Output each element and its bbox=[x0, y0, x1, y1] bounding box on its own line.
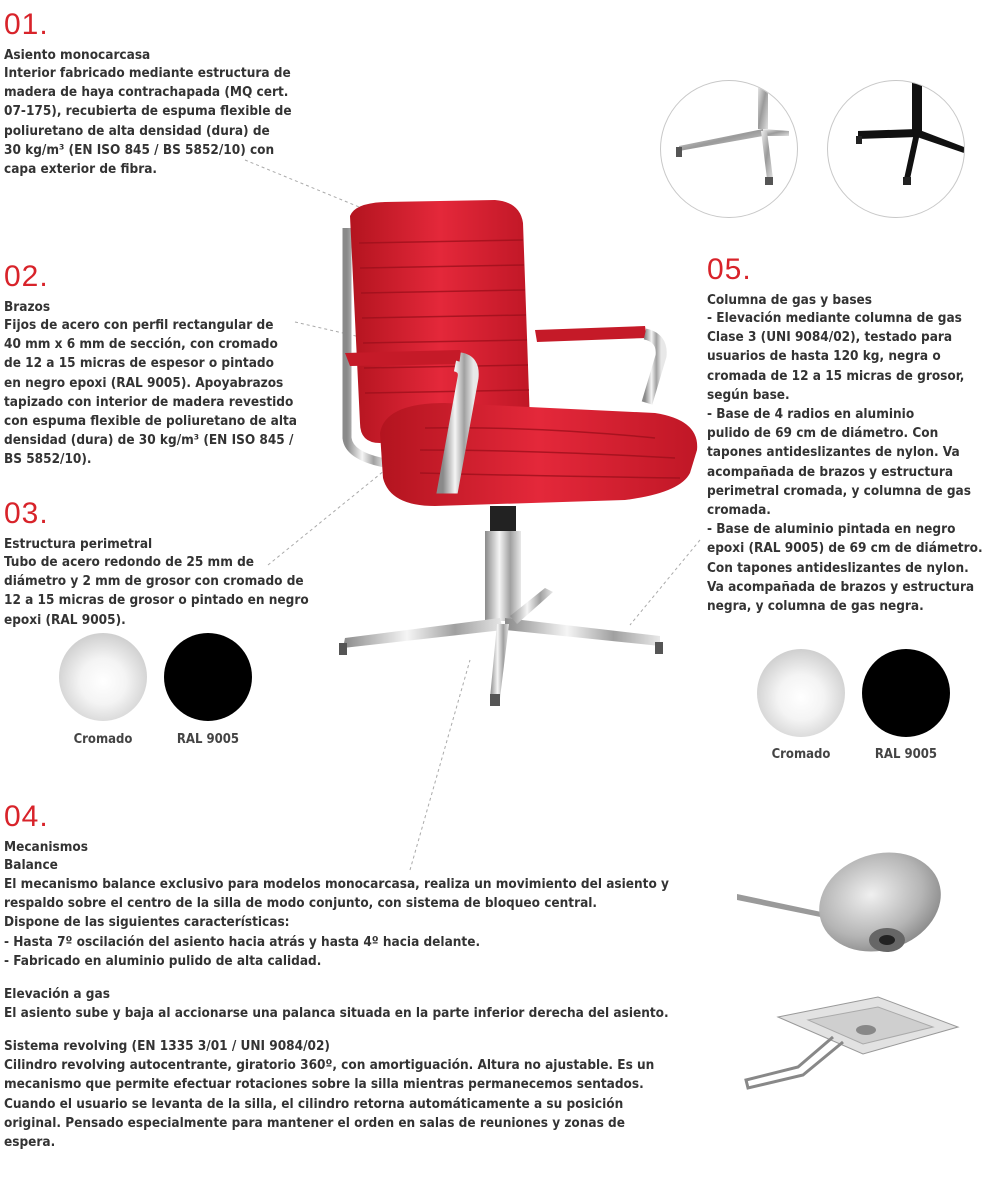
section-body: Tubo de acero redondo de 25 mm de diámetro y 2 mm de grosor con cromado de 12 a 15 micras de grosor o pintado en negro epoxi (RAL 9005). bbox=[4, 554, 309, 628]
chrome-swatch bbox=[59, 633, 147, 721]
black-base-detail bbox=[827, 80, 965, 218]
section-number: 03. bbox=[4, 497, 49, 530]
section-number: 05. bbox=[707, 253, 752, 286]
section-body: - Elevación mediante columna de gas Clase 3 (UNI 9084/02), testado para usuarios de hasta 120 kg, negra o cromada de 12 a 15 micras de grosor, según base. - Base de 4 radios en aluminio pulido de 69 cm de diámetro. Con tapones antideslizantes de nylon. Va acompañada de brazos y estructura perimetral cromada, y columna de gas cromada. - Base de aluminio pintada en negro epoxi (RAL 9005) de 69 cm de diámetro. Con tapones antideslizantes de nylon. Va acompañada de brazos y estructura negra, y columna de gas negra. bbox=[707, 310, 983, 615]
black-base-icon bbox=[828, 81, 964, 217]
swatch-label: Cromado bbox=[771, 747, 831, 762]
section-number: 02. bbox=[4, 260, 49, 293]
section-03 bbox=[4, 499, 334, 630]
subsection-title: Elevación a gas bbox=[4, 986, 110, 1003]
subsection-body: Cilindro revolving autocentrante, giratorio 360º, con amortiguación. Altura no ajustable. Es un mecanismo que permite efectuar rotaciones sobre la silla mientras permanecemos sentados. Cuando el usuario se levanta de la silla, el cilindro retorna automáticamente a su posición original. Pensado especialmente para mantener el orden en salas de reuniones y zonas de espera. bbox=[4, 1057, 655, 1151]
section-01 bbox=[4, 10, 334, 179]
swatch-label: RAL 9005 bbox=[874, 747, 938, 762]
chrome-swatch bbox=[757, 649, 845, 737]
subsection-title: Sistema revolving (EN 1335 3/01 / UNI 9084/02) bbox=[4, 1038, 330, 1055]
section-04 bbox=[4, 802, 724, 1152]
subsection-title: Balance bbox=[4, 857, 58, 873]
subsection-body: El mecanismo balance exclusivo para modelos monocarcasa, realiza un movimiento del asiento y respaldo sobre el centro de la silla de modo conjunto, con sistema de bloqueo central. Dispone de las siguientes características: - Hasta 7º oscilación del asiento hacia atrás y hasta 4º hacia delante. - Fabricado en aluminio pulido de alta calidad. bbox=[4, 876, 669, 969]
section-number: 04. bbox=[4, 800, 49, 833]
gas-lever-mechanism-illustration bbox=[738, 992, 968, 1097]
swatch-label: RAL 9005 bbox=[176, 732, 240, 747]
section-02 bbox=[4, 262, 324, 470]
chair-illustration bbox=[325, 188, 710, 718]
section-title: Estructura perimetral bbox=[4, 536, 153, 552]
balance-mechanism-illustration bbox=[735, 842, 950, 967]
section-number: 01. bbox=[4, 8, 49, 41]
section-body: Fijos de acero con perfil rectangular de 40 mm x 6 mm de sección, con cromado de 12 a 15 micras de espesor o pintado en negro epoxi (RAL 9005). Apoyabrazos tapizado con interior de madera revestido con espuma flexible de poliuretano de alta densidad (dura) de 30 kg/m³ (EN ISO 845 / BS 5852/10). bbox=[4, 317, 297, 468]
section-body: Interior fabricado mediante estructura de madera de haya contrachapada (MQ cert. 07-175), recubierta de espuma flexible de poliuretano de alta densidad (dura) de 30 kg/m³ (EN ISO 845 / BS 5852/10) con capa exterior de fibra. bbox=[4, 65, 292, 178]
black-swatch bbox=[862, 649, 950, 737]
section-title: Columna de gas y bases bbox=[707, 292, 873, 308]
section-title: Mecanismos bbox=[4, 839, 88, 855]
subsection-body: El asiento sube y baja al accionarse una palanca situada en la parte inferior derecha del asiento. bbox=[4, 1005, 669, 1022]
black-swatch bbox=[164, 633, 252, 721]
swatch-label: Cromado bbox=[73, 732, 133, 747]
section-title: Brazos bbox=[4, 299, 51, 315]
section-05 bbox=[707, 255, 995, 616]
section-title: Asiento monocarcasa bbox=[4, 47, 151, 63]
